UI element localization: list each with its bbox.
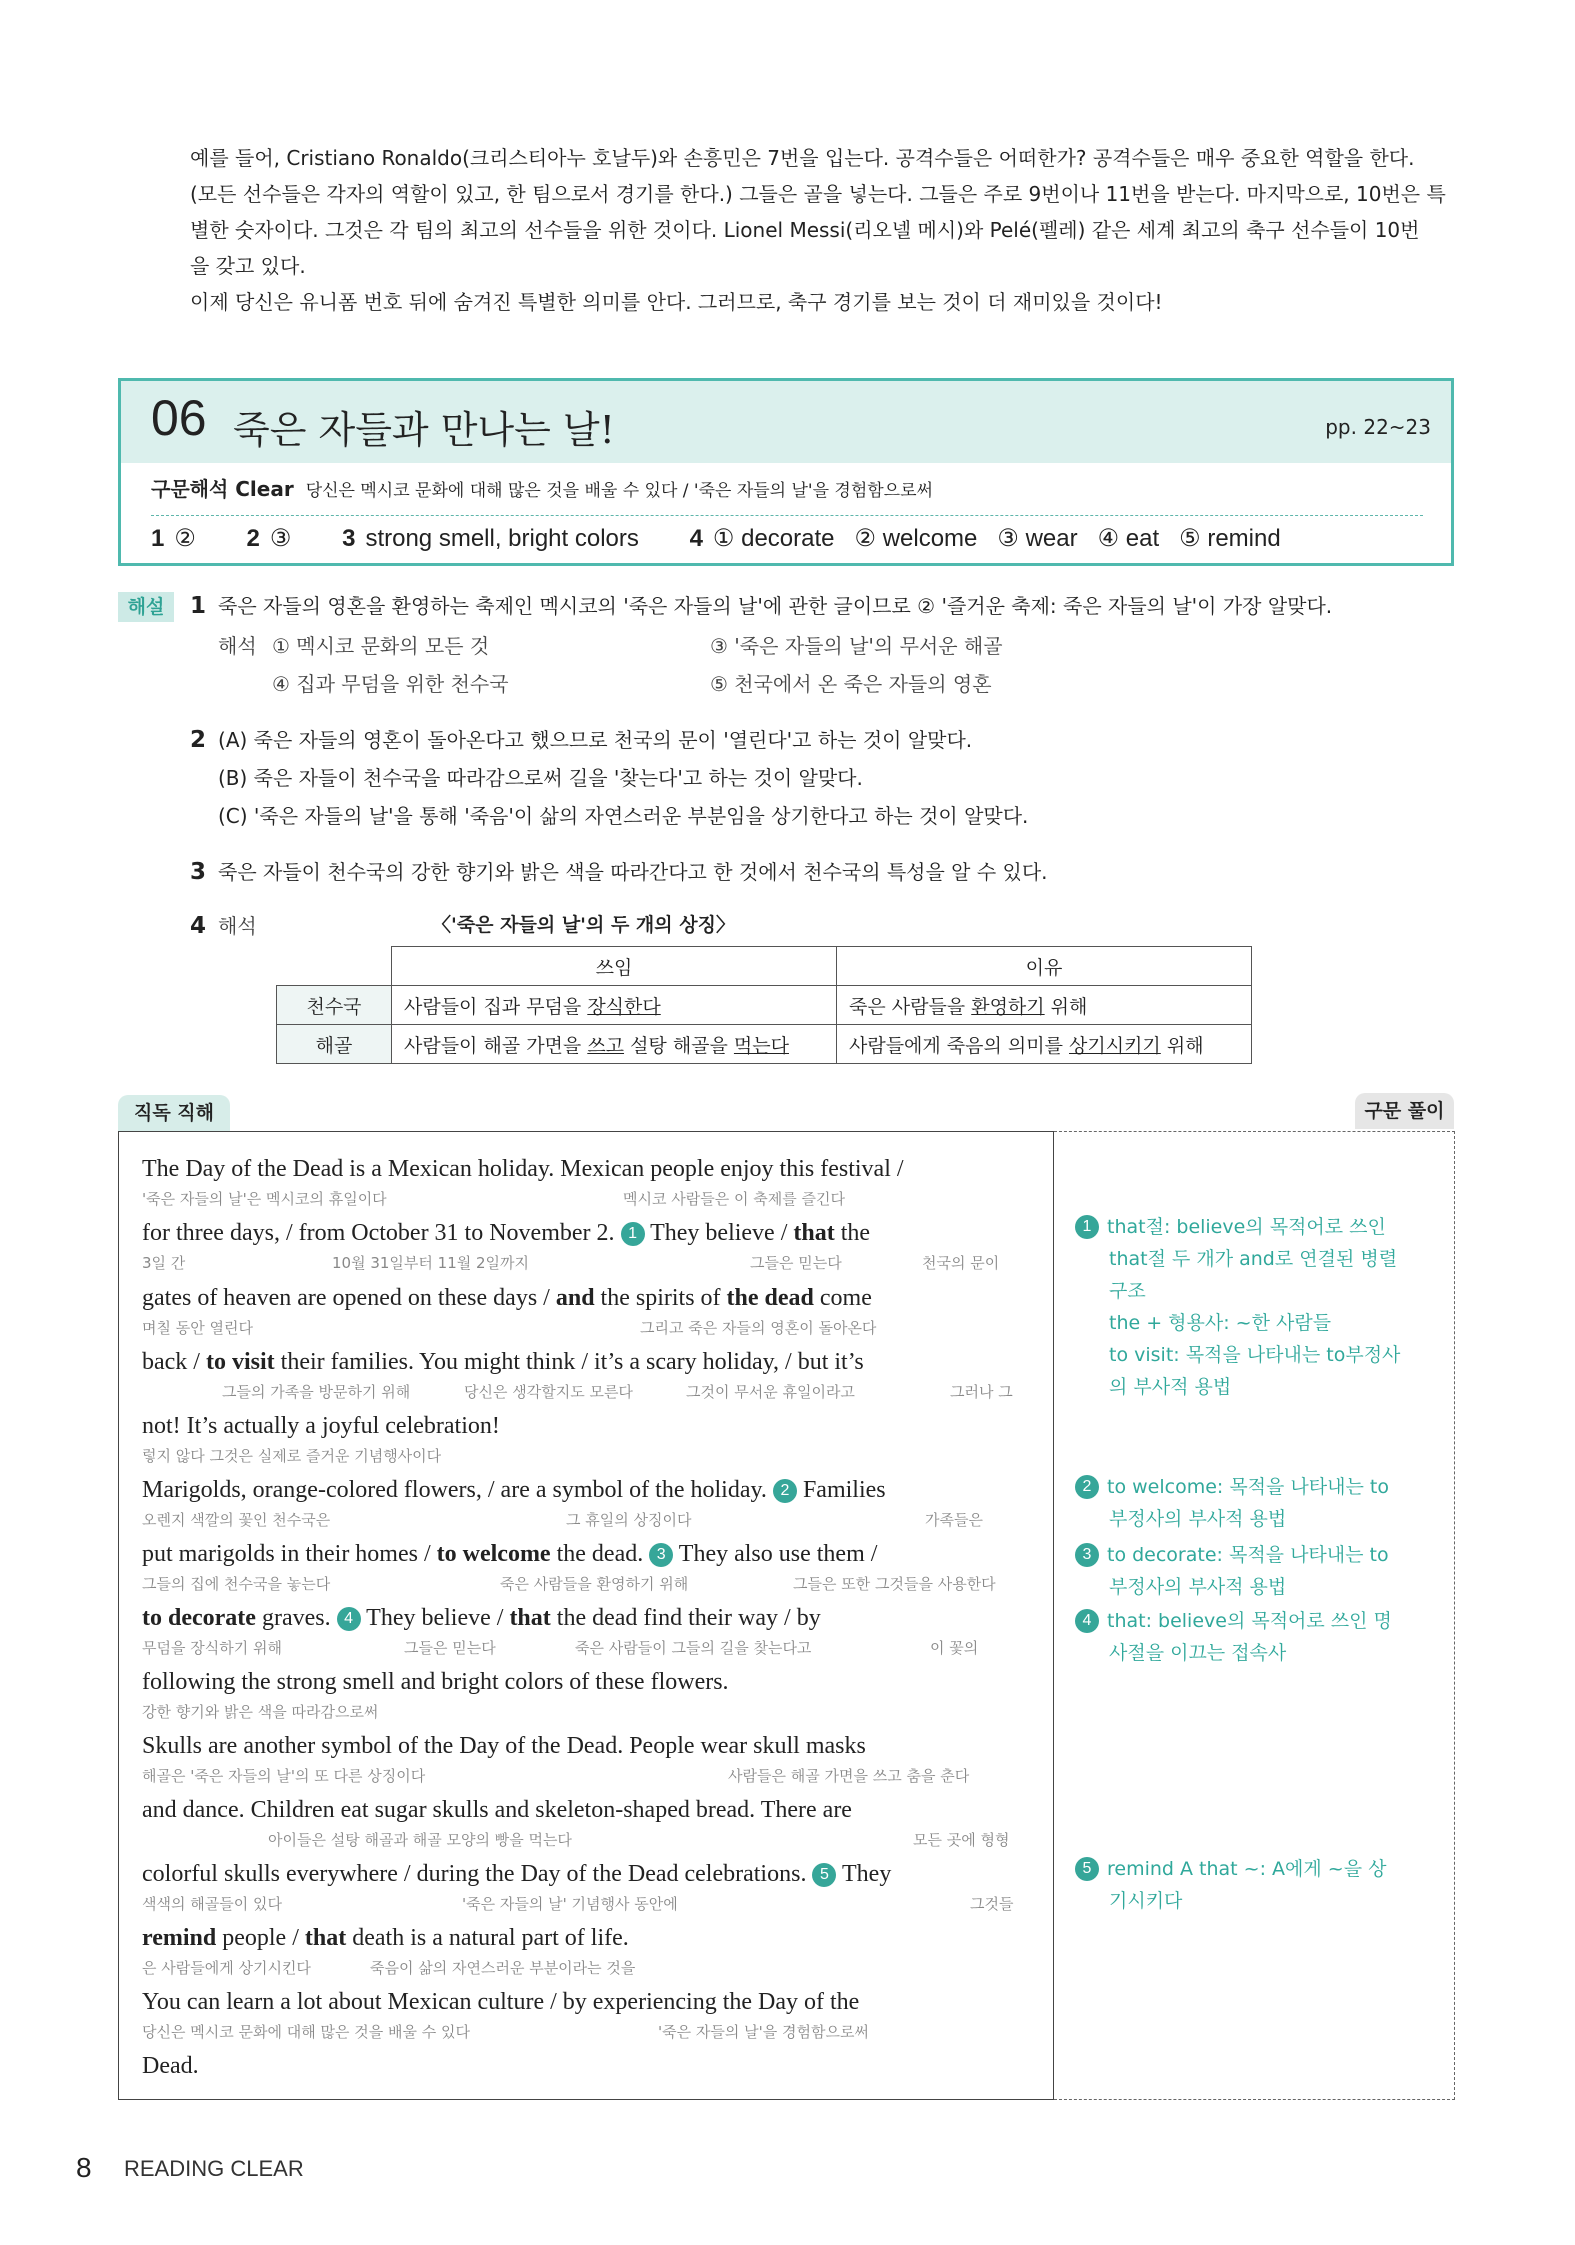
grammar-note-3: 3 to decorate: 목적을 나타내는 to 부정사의 부사적 용법	[1075, 1539, 1389, 1603]
grammar-tab: 구문 풀이	[1355, 1093, 1454, 1129]
q2-line-b: (B) 죽은 자들이 천수국을 따라감으로써 길을 '찾는다'고 하는 것이 알맞다.	[218, 766, 863, 790]
passage-line: remind people / that death is a natural part of life.	[142, 1925, 629, 1951]
gloss: 당신은 생각할지도 모른다	[464, 1383, 633, 1401]
gloss: 오렌지 색깔의 꽃인 천수국은	[142, 1511, 331, 1529]
gloss: 그들의 가족을 방문하기 위해	[222, 1383, 411, 1401]
gloss: 그것들	[970, 1895, 1014, 1913]
passage-line: Marigolds, orange-colored flowers, / are a symbol of the holiday. 2 Families	[142, 1477, 886, 1503]
table-cell: 죽은 사람들을 환영하기 위해	[837, 986, 1252, 1025]
gloss: 멕시코 사람들은 이 축제를 즐긴다	[623, 1190, 845, 1208]
gloss: 가족들은	[925, 1511, 983, 1529]
page-number: 8	[76, 2152, 92, 2183]
section-header-box	[118, 378, 1454, 566]
dashed-divider	[151, 515, 1423, 516]
note-marker: 2	[1075, 1475, 1099, 1499]
passage-line: You can learn a lot about Mexican culture / by experiencing the Day of the	[142, 1989, 860, 2015]
note-marker: 5	[1075, 1857, 1099, 1881]
intro-line: 을 갖고 있다.	[190, 254, 306, 278]
gloss: 3일 간	[142, 1254, 186, 1272]
gloss: 죽은 사람들이 그들의 길을 찾는다고	[575, 1639, 812, 1657]
q1-option: ④ 집과 무덤을 위한 천수국	[272, 672, 509, 696]
gloss: 그 휴일의 상징이다	[566, 1511, 692, 1529]
intro-line: 예를 들어, Cristiano Ronaldo(크리스티아누 호날두)와 손흥민은 7번을 입는다. 공격수들은 어떠한가? 공격수들은 매우 중요한 역할을 한다.	[190, 146, 1415, 170]
gloss: '죽은 자들의 날' 기념행사 동안에	[462, 1895, 678, 1913]
q2-line-c: (C) '죽은 자들의 날'을 통해 '죽음'이 삶의 자연스러운 부분임을 상기한다고 하는 것이 알맞다.	[218, 804, 1029, 828]
passage-line: to decorate graves. 4 They believe / that the dead find their way / by	[142, 1605, 821, 1631]
passage-line: gates of heaven are opened on these days / and the spirits of the dead come	[142, 1285, 872, 1311]
gloss: 아이들은 설탕 해골과 해골 모양의 빵을 먹는다	[268, 1831, 572, 1849]
passage-line: colorful skulls everywhere / during the Day of the Dead celebrations. 5 They	[142, 1861, 892, 1887]
gloss: 죽은 사람들을 환영하기 위해	[500, 1575, 689, 1593]
answer-item: 4 ① decorate ② welcome ③ wear ④ eat ⑤ remind	[689, 525, 1281, 552]
answer-key	[151, 524, 1325, 553]
table-title: 〈'죽은 자들의 날'의 두 개의 상징〉	[432, 914, 735, 936]
explanation-q4: 4 해석	[190, 913, 257, 939]
clear-translation	[151, 473, 933, 502]
grammar-note-5: 5 remind A that ~: A에게 ~을 상 기시키다	[1075, 1853, 1386, 1917]
page-reference: pp. 22~23	[1325, 415, 1431, 439]
table-header-row	[277, 947, 1252, 986]
sentence-marker: 1	[621, 1222, 645, 1246]
gloss: 죽음이 삶의 자연스러운 부분이라는 것을	[370, 1959, 636, 1977]
sentence-marker: 5	[812, 1863, 836, 1887]
gloss: 10월 31일부터 11월 2일까지	[332, 1254, 530, 1272]
explanation-q2: 2 (A) 죽은 자들의 영혼이 돌아온다고 했으므로 천국의 문이 '열린다'고 하는 것이 알맞다.	[190, 727, 973, 753]
gloss: 며칠 동안 열린다	[142, 1319, 253, 1337]
note-marker: 4	[1075, 1609, 1099, 1633]
section-title-bar	[121, 381, 1451, 463]
section-title: 죽은 자들과 만나는 날!	[233, 408, 615, 452]
passage-line: Skulls are another symbol of the Day of the Dead. People wear skull masks	[142, 1733, 866, 1759]
clear-label: 구문해석 Clear	[151, 477, 294, 501]
gloss: 이 꽃의	[930, 1639, 979, 1657]
q1-label: 해석	[218, 634, 257, 658]
gloss: 그리고 죽은 자들의 영혼이 돌아온다	[640, 1319, 877, 1337]
passage-line: Dead.	[142, 2053, 199, 2079]
passage-line: not! It’s actually a joyful celebration!	[142, 1413, 500, 1439]
answer-item: 3 strong smell, bright colors	[342, 525, 639, 552]
table-row	[277, 986, 1252, 1025]
gloss: 해골은 '죽은 자들의 날'의 또 다른 상징이다	[142, 1767, 426, 1785]
gloss: 그들의 집에 천수국을 놓는다	[142, 1575, 331, 1593]
intro-paragraph	[190, 140, 1460, 320]
explanation-q1: 1 죽은 자들의 영혼을 환영하는 축제인 멕시코의 '죽은 자들의 날'에 관한 글이므로 ② '즐거운 축제: 죽은 자들의 날'이 가장 알맞다.	[190, 593, 1333, 619]
intro-line: (모든 선수들은 각자의 역할이 있고, 한 팀으로서 경기를 한다.) 그들은 골을 넣는다. 그들은 주로 9번이나 11번을 받는다. 마지막으로, 10번은 특	[190, 182, 1446, 206]
table-cell: 사람들이 해골 가면을 쓰고 설탕 해골을 먹는다	[392, 1025, 837, 1064]
sentence-marker: 4	[337, 1607, 361, 1631]
col-header-reason: 이유	[837, 947, 1252, 986]
sentence-marker: 3	[649, 1543, 673, 1567]
q1-option: ⑤ 천국에서 온 죽은 자들의 영혼	[710, 672, 992, 696]
gloss: 그들은 믿는다	[404, 1639, 496, 1657]
gloss: 그들은 믿는다	[750, 1254, 842, 1272]
passage-line: put marigolds in their homes / to welcome the dead. 3 They also use them /	[142, 1541, 878, 1567]
passage-line: back / to visit their families. You might think / it’s a scary holiday, / but it’s	[142, 1349, 864, 1375]
intro-line: 별한 숫자이다. 그것은 각 팀의 최고의 선수들을 위한 것이다. Lionel Messi(리오넬 메시)와 Pelé(펠레) 같은 세계 최고의 축구 선수들이 10번	[190, 218, 1420, 242]
passage-line: following the strong smell and bright colors of these flowers.	[142, 1669, 729, 1695]
gloss: 무덤을 장식하기 위해	[142, 1639, 282, 1657]
symbols-table	[276, 946, 1252, 1064]
sentence-marker: 2	[773, 1479, 797, 1503]
gloss: 그러나 그	[950, 1383, 1013, 1401]
reading-tab: 직독 직해	[118, 1095, 230, 1131]
note-marker: 1	[1075, 1215, 1099, 1239]
gloss: 그것이 무서운 휴일이라고	[686, 1383, 855, 1401]
gloss: '죽은 자들의 날'을 경험함으로써	[658, 2023, 869, 2041]
grammar-note-4: 4 that: believe의 목적어로 쓰인 명 사절을 이끄는 접속사	[1075, 1605, 1392, 1669]
gloss: '죽은 자들의 날'은 멕시코의 휴일이다	[142, 1190, 387, 1208]
passage-line: for three days, / from October 31 to November 2. 1 They believe / that the	[142, 1220, 871, 1246]
gloss: 그들은 또한 그것들을 사용한다	[793, 1575, 996, 1593]
note-marker: 3	[1075, 1543, 1099, 1567]
q1-option: ③ '죽은 자들의 날'의 무서운 해골	[710, 634, 1003, 658]
passage-line: and dance. Children eat sugar skulls and skeleton-shaped bread. There are	[142, 1797, 852, 1823]
gloss: 은 사람들에게 상기시킨다	[142, 1959, 311, 1977]
gloss: 모든 곳에 형형	[913, 1831, 1010, 1849]
grammar-note-2: 2 to welcome: 목적을 나타내는 to 부정사의 부사적 용법	[1075, 1471, 1389, 1535]
explanation-q3: 3 죽은 자들이 천수국의 강한 향기와 밝은 색을 따라간다고 한 것에서 천수국의 특성을 알 수 있다.	[190, 859, 1048, 885]
book-title: READING CLEAR	[124, 2156, 304, 2181]
gloss: 천국의 문이	[922, 1254, 1000, 1272]
gloss: 렇지 않다 그것은 실제로 즐거운 기념행사이다	[142, 1447, 442, 1465]
grammar-note-1: 1 that절: believe의 목적어로 쓰인 that절 두 개가 and로 연결된 병렬 구조 the + 형용사: ~한 사람들 to visit: 목적을 나타내는 to부정사 의 부사적 용법	[1075, 1211, 1400, 1403]
gloss: 사람들은 해골 가면을 쓰고 춤을 춘다	[728, 1767, 970, 1785]
gloss: 당신은 멕시코 문화에 대해 많은 것을 배울 수 있다	[142, 2023, 470, 2041]
answer-item: 1 ②	[151, 525, 196, 552]
table-cell: 사람들에게 죽음의 의미를 상기시키기 위해	[837, 1025, 1252, 1064]
q1-option: ① 멕시코 문화의 모든 것	[272, 634, 490, 658]
col-header-use: 쓰임	[392, 947, 837, 986]
explanation-badge: 해설	[118, 592, 174, 622]
intro-line: 이제 당신은 유니폼 번호 뒤에 숨겨진 특별한 의미를 안다. 그러므로, 축구 경기를 보는 것이 더 재미있을 것이다!	[190, 290, 1163, 314]
section-number: 06	[151, 390, 207, 446]
table-cell: 사람들이 집과 무덤을 장식한다	[392, 986, 837, 1025]
gloss: 색색의 해골들이 있다	[142, 1895, 282, 1913]
gloss: 강한 향기와 밝은 색을 따라감으로써	[142, 1703, 379, 1721]
table-row	[277, 1025, 1252, 1064]
answer-item: 2 ③	[246, 525, 292, 552]
row-header: 해골	[277, 1025, 392, 1064]
passage-line: The Day of the Dead is a Mexican holiday. Mexican people enjoy this festival /	[142, 1156, 904, 1182]
row-header: 천수국	[277, 986, 392, 1025]
clear-text: 당신은 멕시코 문화에 대해 많은 것을 배울 수 있다 / '죽은 자들의 날'을 경험함으로써	[305, 481, 933, 501]
